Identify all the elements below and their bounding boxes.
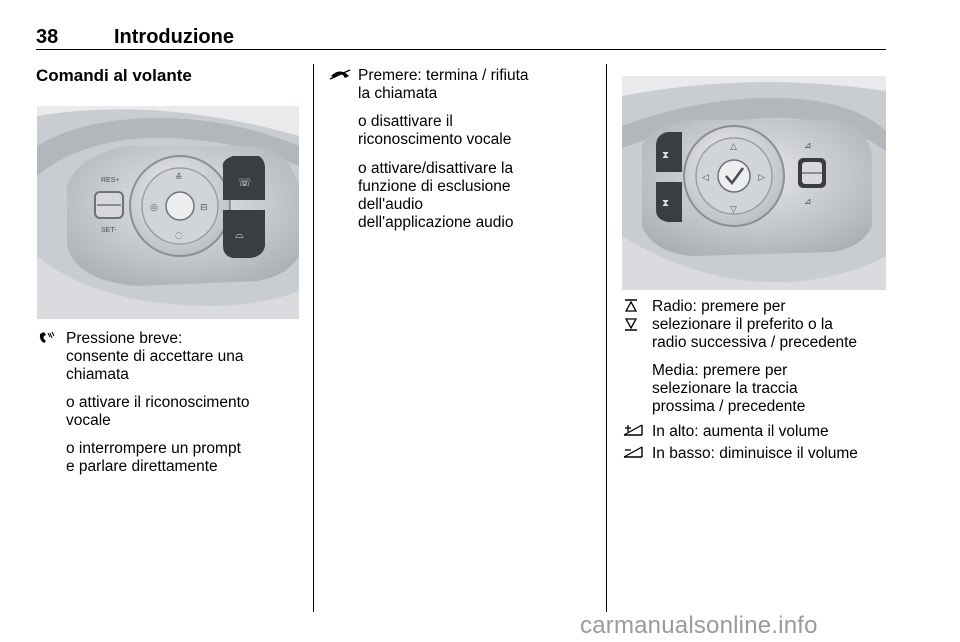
voice-recognition-paragraph — [66, 394, 250, 430]
svg-text:⌓: ⌓ — [235, 228, 244, 241]
media-paragraph — [652, 362, 805, 416]
radio-line-2: selezionare il preferito o la — [652, 316, 833, 333]
interrupt-line-2: e parlare direttamente — [66, 458, 218, 475]
volume-up-entry — [623, 423, 883, 443]
answer-line-3: chiamata — [66, 366, 129, 383]
volume-down-text: In basso: diminuisce il volume — [652, 445, 858, 462]
set-label: SET- — [101, 227, 117, 234]
end-call-line-1: Premere: termina / rifiuta — [358, 67, 529, 84]
header-divider — [36, 49, 886, 50]
disable-voice-line-1: o disattivare il — [358, 113, 453, 130]
radio-seek-entry — [623, 298, 883, 358]
interrupt-line-1: o interrompere un prompt — [66, 440, 241, 457]
svg-text:◌: ◌ — [175, 231, 183, 241]
steering-wheel-left-controls-image — [37, 106, 299, 319]
svg-text:⧗: ⧗ — [662, 198, 670, 209]
hang-up-icon — [329, 67, 351, 86]
volume-up-icon — [623, 423, 645, 442]
media-line-1: Media: premere per — [652, 362, 788, 379]
media-line-3: prossima / precedente — [652, 398, 806, 415]
answer-call-entry — [37, 330, 307, 390]
answer-line-2: consente di accettare una — [66, 348, 244, 365]
mute-line-3: dell'audio — [358, 196, 424, 213]
svg-text:▽: ▽ — [730, 205, 737, 215]
svg-text:☏: ☏ — [238, 176, 252, 189]
steering-wheel-right-drawing — [622, 76, 886, 290]
voice-line-1: o attivare il riconoscimento — [66, 394, 250, 411]
end-call-entry — [329, 67, 599, 107]
answer-line-1: Pressione breve: — [66, 330, 183, 347]
phone-voice-icon — [37, 330, 59, 351]
media-line-2: selezionare la traccia — [652, 380, 798, 397]
disable-voice-paragraph — [358, 113, 511, 149]
steering-wheel-left-drawing — [37, 106, 299, 319]
end-call-line-2: la chiamata — [358, 85, 438, 102]
seek-down-icon — [623, 317, 645, 336]
volume-down-entry — [623, 445, 883, 465]
svg-text:⧗: ⧗ — [662, 150, 670, 161]
mute-line-2: funzione di esclusione — [358, 178, 511, 195]
volume-down-icon — [623, 445, 645, 464]
seek-up-icon — [623, 299, 645, 318]
svg-text:≙: ≙ — [175, 173, 183, 183]
column-divider-1 — [313, 64, 314, 612]
res-label: RES+ — [101, 177, 120, 184]
mute-line-1: o attivare/disattivare la — [358, 160, 514, 177]
svg-text:◎: ◎ — [150, 203, 158, 213]
disable-voice-line-2: riconoscimento vocale — [358, 131, 512, 148]
svg-text:⊿: ⊿ — [804, 197, 812, 207]
voice-line-2: vocale — [66, 412, 111, 429]
mute-line-4: dell'applicazione audio — [358, 214, 514, 231]
steering-wheel-right-controls-image — [622, 76, 886, 290]
watermark: carmanualsonline.info — [580, 612, 818, 639]
interrupt-prompt-paragraph — [66, 440, 241, 476]
radio-line-1: Radio: premere per — [652, 298, 786, 315]
section-title: Comandi al volante — [36, 66, 192, 85]
column-divider-2 — [606, 64, 607, 612]
svg-text:◁: ◁ — [702, 173, 709, 183]
volume-up-text: In alto: aumenta il volume — [652, 423, 829, 440]
chapter-title: Introduzione — [114, 26, 234, 48]
svg-text:⊟: ⊟ — [200, 203, 208, 213]
radio-line-3: radio successiva / precedente — [652, 334, 858, 351]
svg-text:△: △ — [730, 142, 737, 152]
svg-text:▷: ▷ — [758, 173, 765, 183]
page-number: 38 — [36, 26, 59, 48]
svg-text:⊿: ⊿ — [804, 141, 812, 151]
mute-paragraph — [358, 160, 514, 232]
